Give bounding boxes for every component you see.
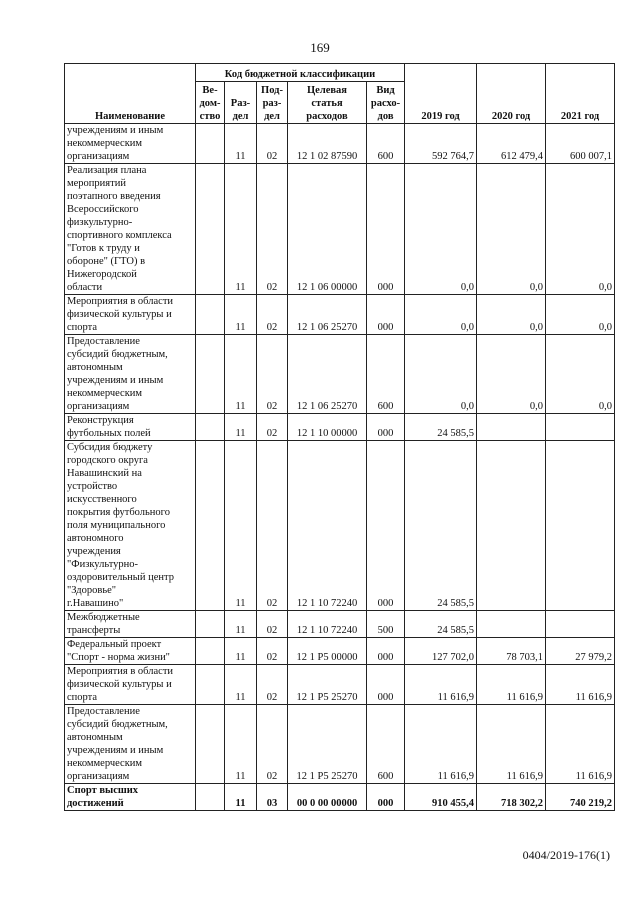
row-2021: 0,0 xyxy=(546,295,615,335)
row-name: Спорт высших достижений xyxy=(65,784,196,811)
header-podrazdel: Под- раз- дел xyxy=(257,82,288,124)
row-razdel: 11 xyxy=(225,335,257,414)
row-vid: 600 xyxy=(367,705,405,784)
row-razdel: 11 xyxy=(225,638,257,665)
row-celevaya: 12 1 P5 00000 xyxy=(288,638,367,665)
header-classification-group: Код бюджетной классификации xyxy=(196,64,405,82)
row-ved xyxy=(196,638,225,665)
budget-table xyxy=(64,63,615,811)
header-2019: 2019 год xyxy=(405,64,477,124)
row-ved xyxy=(196,164,225,295)
table-row xyxy=(65,335,615,414)
row-celevaya: 12 1 06 25270 xyxy=(288,335,367,414)
row-podrazdel: 02 xyxy=(257,441,288,611)
row-2021: 11 616,9 xyxy=(546,665,615,705)
row-2019: 24 585,5 xyxy=(405,414,477,441)
row-2019: 0,0 xyxy=(405,335,477,414)
row-2020 xyxy=(477,611,546,638)
row-2021: 740 219,2 xyxy=(546,784,615,811)
row-name: Предоставление субсидий бюджетным, автономным учреждениям и иным некоммерческим организациям xyxy=(65,705,196,784)
row-2019: 592 764,7 xyxy=(405,124,477,164)
row-razdel: 11 xyxy=(225,705,257,784)
row-vid: 000 xyxy=(367,164,405,295)
row-name: Предоставление субсидий бюджетным, автономным учреждениям и иным некоммерческим организациям xyxy=(65,335,196,414)
table-row xyxy=(65,611,615,638)
row-vid: 000 xyxy=(367,638,405,665)
header-celevaya: Целевая статья расходов xyxy=(288,82,367,124)
row-podrazdel: 02 xyxy=(257,295,288,335)
row-ved xyxy=(196,705,225,784)
row-2019: 910 455,4 xyxy=(405,784,477,811)
row-ved xyxy=(196,784,225,811)
row-celevaya: 12 1 06 25270 xyxy=(288,295,367,335)
page-number: 169 xyxy=(310,40,330,55)
row-celevaya: 00 0 00 00000 xyxy=(288,784,367,811)
row-podrazdel: 02 xyxy=(257,665,288,705)
row-ved xyxy=(196,441,225,611)
row-name: Мероприятия в области физической культуры и спорта xyxy=(65,295,196,335)
row-vid: 600 xyxy=(367,335,405,414)
row-2020: 0,0 xyxy=(477,335,546,414)
table-row xyxy=(65,164,615,295)
row-2020: 11 616,9 xyxy=(477,705,546,784)
table-row xyxy=(65,295,615,335)
row-name: учреждениям и иным некоммерческим организациям xyxy=(65,124,196,164)
row-2021 xyxy=(546,414,615,441)
row-razdel: 11 xyxy=(225,164,257,295)
row-ved xyxy=(196,295,225,335)
document-code: 0404/2019-176(1) xyxy=(522,848,610,862)
row-2020: 612 479,4 xyxy=(477,124,546,164)
header-2021: 2021 год xyxy=(546,64,615,124)
row-2020: 718 302,2 xyxy=(477,784,546,811)
table-row-total xyxy=(65,784,615,811)
row-2020 xyxy=(477,414,546,441)
row-razdel: 11 xyxy=(225,441,257,611)
row-razdel: 11 xyxy=(225,124,257,164)
row-2019: 11 616,9 xyxy=(405,705,477,784)
row-celevaya: 12 1 10 00000 xyxy=(288,414,367,441)
table-row xyxy=(65,414,615,441)
row-vid: 000 xyxy=(367,414,405,441)
row-celevaya: 12 1 10 72240 xyxy=(288,441,367,611)
row-vid: 500 xyxy=(367,611,405,638)
row-name: Межбюджетные трансферты xyxy=(65,611,196,638)
row-2019: 24 585,5 xyxy=(405,611,477,638)
header-razdel: Раз- дел xyxy=(225,82,257,124)
row-ved xyxy=(196,335,225,414)
row-2019: 0,0 xyxy=(405,295,477,335)
row-celevaya: 12 1 06 00000 xyxy=(288,164,367,295)
row-2021: 27 979,2 xyxy=(546,638,615,665)
row-2021: 0,0 xyxy=(546,164,615,295)
table-row xyxy=(65,638,615,665)
row-2021 xyxy=(546,441,615,611)
row-ved xyxy=(196,611,225,638)
row-celevaya: 12 1 02 87590 xyxy=(288,124,367,164)
row-razdel: 11 xyxy=(225,784,257,811)
row-podrazdel: 02 xyxy=(257,124,288,164)
row-ved xyxy=(196,665,225,705)
row-razdel: 11 xyxy=(225,414,257,441)
row-vid: 000 xyxy=(367,665,405,705)
header-vedomstvo: Ве- дом- ство xyxy=(196,82,225,124)
row-2019: 24 585,5 xyxy=(405,441,477,611)
row-podrazdel: 03 xyxy=(257,784,288,811)
row-name: Реконструкция футбольных полей xyxy=(65,414,196,441)
row-2020: 78 703,1 xyxy=(477,638,546,665)
row-celevaya: 12 1 10 72240 xyxy=(288,611,367,638)
header-2020: 2020 год xyxy=(477,64,546,124)
header-vid: Вид расхо- дов xyxy=(367,82,405,124)
row-name: Субсидия бюджету городского округа Навашинский на устройство искусственного покрытия футбольного поля муниципального автономного учреждения "Физкультурно- оздоровительный центр "Здоровье" г.Навашино" xyxy=(65,441,196,611)
row-name: Мероприятия в области физической культуры и спорта xyxy=(65,665,196,705)
row-name: Реализация плана мероприятий поэтапного введения Всероссийского физкультурно- спортивного комплекса "Готов к труду и обороне" (ГТО) в Нижегородской области xyxy=(65,164,196,295)
row-podrazdel: 02 xyxy=(257,638,288,665)
row-2021: 11 616,9 xyxy=(546,705,615,784)
row-name: Федеральный проект "Спорт - норма жизни" xyxy=(65,638,196,665)
row-vid: 000 xyxy=(367,295,405,335)
row-2021: 0,0 xyxy=(546,335,615,414)
table-row xyxy=(65,441,615,611)
row-razdel: 11 xyxy=(225,665,257,705)
row-vid: 600 xyxy=(367,124,405,164)
row-podrazdel: 02 xyxy=(257,335,288,414)
row-2019: 127 702,0 xyxy=(405,638,477,665)
row-2021 xyxy=(546,611,615,638)
row-razdel: 11 xyxy=(225,611,257,638)
table-row xyxy=(65,124,615,164)
row-vid: 000 xyxy=(367,441,405,611)
row-2020 xyxy=(477,441,546,611)
row-2020: 0,0 xyxy=(477,164,546,295)
row-2019: 0,0 xyxy=(405,164,477,295)
row-podrazdel: 02 xyxy=(257,164,288,295)
header-name: Наименование xyxy=(65,64,196,124)
row-ved xyxy=(196,414,225,441)
row-2020: 0,0 xyxy=(477,295,546,335)
row-vid: 000 xyxy=(367,784,405,811)
row-ved xyxy=(196,124,225,164)
row-2021: 600 007,1 xyxy=(546,124,615,164)
row-razdel: 11 xyxy=(225,295,257,335)
row-2020: 11 616,9 xyxy=(477,665,546,705)
row-podrazdel: 02 xyxy=(257,414,288,441)
row-celevaya: 12 1 P5 25270 xyxy=(288,665,367,705)
row-podrazdel: 02 xyxy=(257,705,288,784)
row-celevaya: 12 1 P5 25270 xyxy=(288,705,367,784)
table-row xyxy=(65,705,615,784)
row-2019: 11 616,9 xyxy=(405,665,477,705)
table-row xyxy=(65,665,615,705)
row-podrazdel: 02 xyxy=(257,611,288,638)
